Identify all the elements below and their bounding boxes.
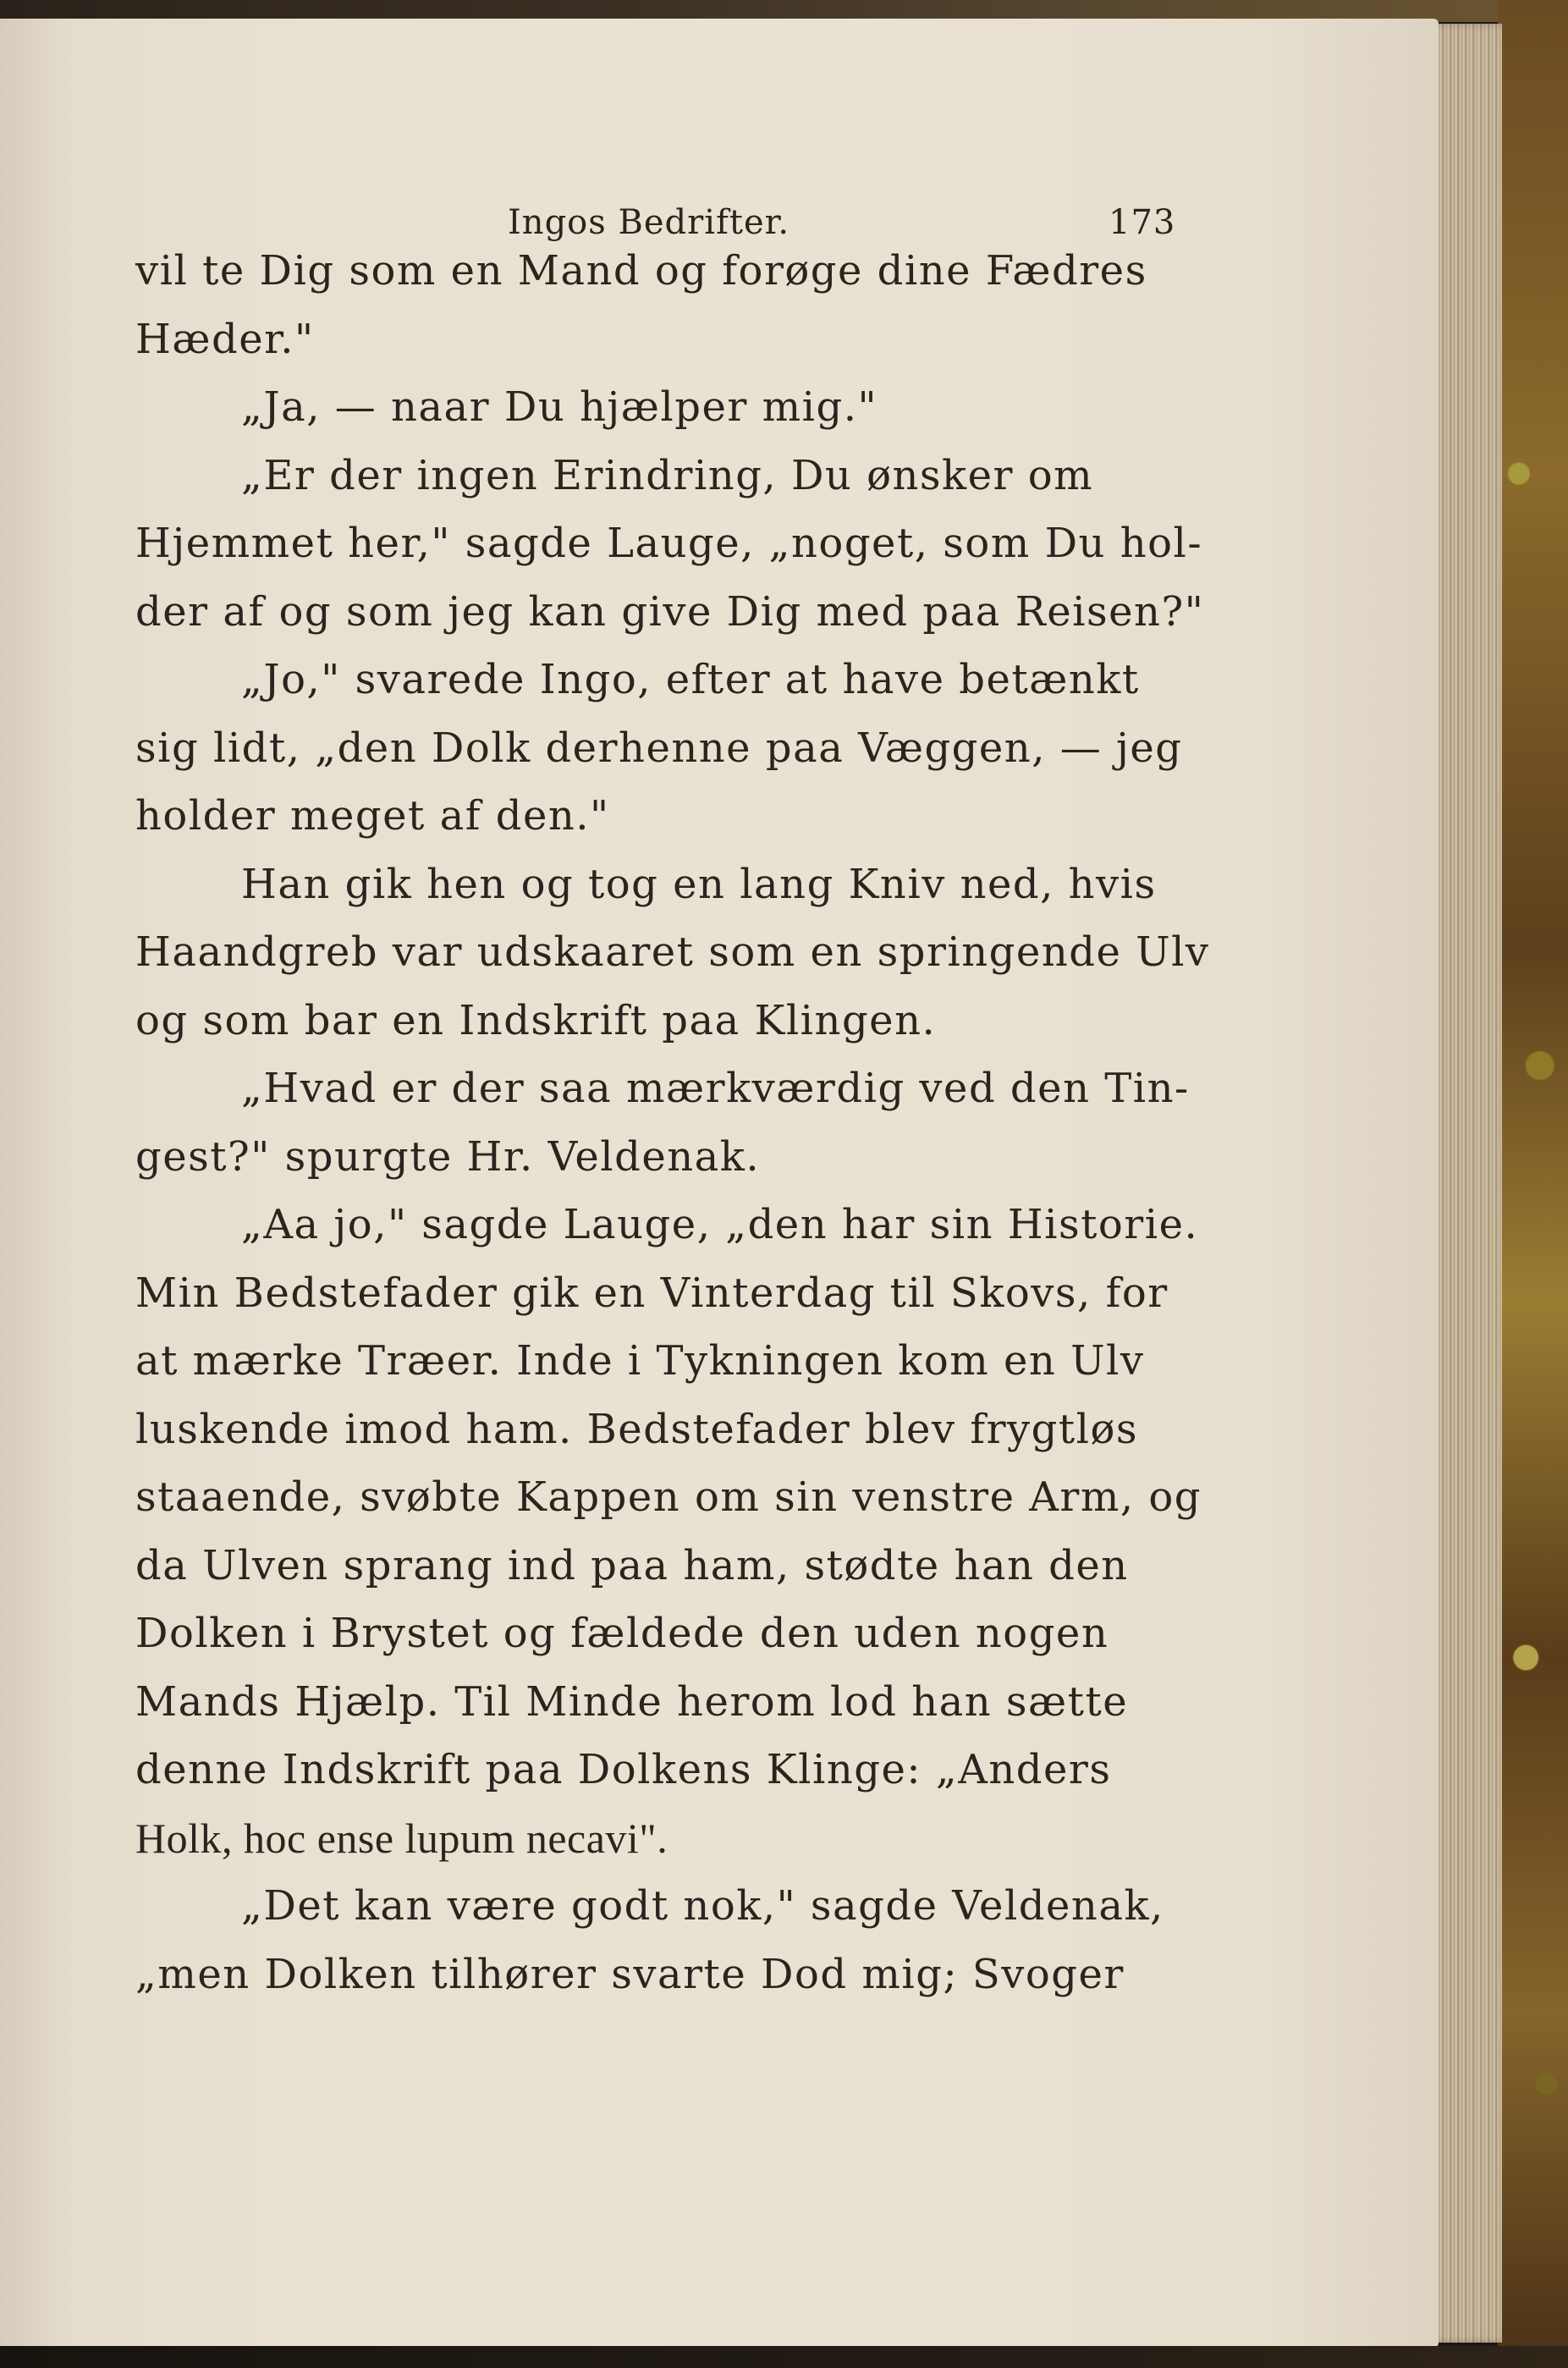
running-head [135, 161, 1185, 242]
text-line: „Hvad er der saa mærkværdig ved den Tin- [241, 1065, 1190, 1112]
text-line: luskende imod ham. Bedstefader blev frygtløs [135, 1405, 1139, 1453]
text-line: „Aa jo," sagde Lauge, „den har sin Historie. [241, 1201, 1199, 1248]
text-line: Min Bedstefader gik en Vinterdag til Skovs, for [135, 1269, 1169, 1317]
text-line: „men Dolken tilhører svarte Dod mig; Svoger [135, 1950, 1125, 1998]
text-line: og som bar en Indskrift paa Klingen. [135, 996, 937, 1044]
body-text [135, 237, 1210, 2008]
text-line: Mands Hjælp. Til Minde herom lod han sætte [135, 1677, 1129, 1726]
text-line: vil te Dig som en Mand og forøge dine Fædres [135, 247, 1147, 295]
page-number: 173 [1109, 203, 1176, 242]
text-line: Hæder." [135, 315, 315, 363]
text-line: Han gik hen og tog en lang Kniv ned, hvis [241, 860, 1157, 908]
text-line: Dolken i Brystet og fældede den uden nogen [135, 1610, 1109, 1657]
text-line: denne Indskrift paa Dolkens Klinge: „Anders [135, 1746, 1112, 1793]
text-line: „Ja, — naar Du hjælper mig." [241, 383, 878, 431]
bottom-shadow-edge [0, 2346, 1568, 2368]
text-line: da Ulven sprang ind paa ham, stødte han den [135, 1541, 1129, 1589]
text-line: „Det kan være godt nok," sagde Veldenak, [241, 1882, 1164, 1930]
text-line: „Er der ingen Erindring, Du ønsker om [241, 451, 1094, 499]
text-line: at mærke Træer. Inde i Tykningen kom en Ulv [135, 1337, 1145, 1385]
text-line: staaende, svøbte Kappen om sin venstre Arm, og [135, 1473, 1202, 1521]
text-line: „Jo," svarede Ingo, efter at have betænkt [241, 656, 1140, 703]
text-line: der af og som jeg kan give Dig med paa Reisen?" [135, 587, 1205, 636]
text-block [135, 161, 1210, 2008]
text-line: Haandgreb var udskaaret som en springende Ulv [135, 928, 1210, 976]
marbled-cover-edge [1498, 0, 1568, 2368]
text-line: Hjemmet her," sagde Lauge, „noget, som Du hol- [135, 520, 1203, 567]
running-title: Ingos Bedrifter. [508, 203, 790, 242]
text-line: holder meget af den." [135, 792, 610, 840]
text-line: Holk, hoc ense lupum necavi". [135, 1814, 668, 1862]
text-line: sig lidt, „den Dolk derhenne paa Væggen, — jeg [135, 724, 1183, 772]
text-line: gest?" spurgte Hr. Veldenak. [135, 1132, 761, 1181]
